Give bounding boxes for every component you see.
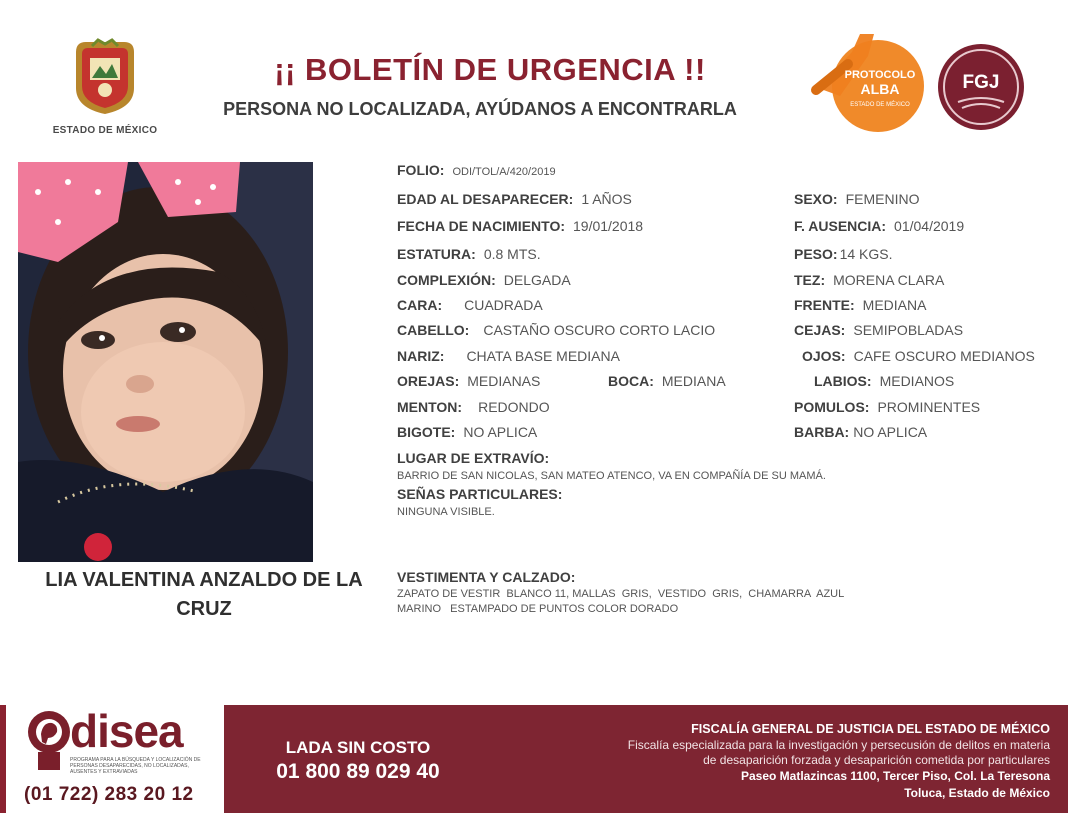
tez-label: TEZ: xyxy=(794,272,826,288)
pomulos-label: POMULOS: xyxy=(794,399,870,415)
estatura-field xyxy=(397,246,541,262)
alba-line1: PROTOCOLO xyxy=(844,69,916,81)
boca-label: BOCA: xyxy=(608,373,654,389)
orejas-value: MEDIANAS xyxy=(467,373,541,389)
nacimiento-label: FECHA DE NACIMIENTO: xyxy=(397,218,565,234)
sexo-label: SEXO: xyxy=(794,191,838,207)
bulletin-title: ¡¡ BOLETÍN DE URGENCIA !! xyxy=(274,52,706,87)
folio-label: FOLIO: xyxy=(397,162,445,178)
odisea-phone: (01 722) 283 20 12 xyxy=(24,784,194,805)
child-portrait-image xyxy=(18,162,313,562)
cabello-value: CASTAÑO OSCURO CORTO LACIO xyxy=(483,322,716,338)
peso-field xyxy=(794,246,893,262)
estado-de-mexico-logo xyxy=(40,38,170,136)
barba-field xyxy=(794,424,927,440)
lada-number: 01 800 89 029 40 xyxy=(276,760,440,783)
nacimiento-field xyxy=(397,218,643,234)
orejas-field xyxy=(397,373,540,389)
sexo-value: FEMENINO xyxy=(845,191,920,207)
menton-field xyxy=(397,399,550,415)
ausencia-field xyxy=(794,218,964,234)
cara-value: CUADRADA xyxy=(464,297,543,313)
alba-line2: ALBA xyxy=(860,81,900,97)
fgje-address xyxy=(560,768,1050,802)
tez-field xyxy=(794,272,944,288)
orejas-label: OREJAS: xyxy=(397,373,460,389)
vestimenta-line1: ZAPATO DE VESTIR BLANCO 11, MALLAS GRIS, VESTIDO GRIS, CHAMARRA AZUL xyxy=(397,588,845,600)
menton-label: MENTON: xyxy=(397,399,463,415)
complexion-field xyxy=(397,272,571,288)
fgje-address2: Toluca, Estado de México xyxy=(904,786,1050,800)
cara-label: CARA: xyxy=(397,297,443,313)
odisea-head-icon xyxy=(24,708,74,774)
sexo-field xyxy=(794,191,919,207)
cejas-label: CEJAS: xyxy=(794,322,846,338)
barba-value: NO APLICA xyxy=(853,424,928,440)
cara-field xyxy=(397,297,543,313)
boca-value: MEDIANA xyxy=(661,373,726,389)
estatura-label: ESTATURA: xyxy=(397,246,476,262)
fgje-line1: Fiscalía especializada para la investigación y persecusión de delitos en materia xyxy=(627,738,1050,752)
frente-value: MEDIANA xyxy=(862,297,927,313)
labios-value: MEDIANOS xyxy=(879,373,955,389)
pomulos-field xyxy=(794,399,980,415)
lugar-label: LUGAR DE EXTRAVÍO: xyxy=(397,450,550,466)
senas-label: SEÑAS PARTICULARES: xyxy=(397,486,563,502)
ojos-label: OJOS: xyxy=(802,348,846,364)
missing-person-photo xyxy=(18,162,313,562)
folio-field xyxy=(397,162,556,178)
vestimenta-line2: MARINO ESTAMPADO DE PUNTOS COLOR DORADO xyxy=(397,603,679,615)
nacimiento-value: 19/01/2018 xyxy=(573,218,644,234)
fgje-address1: Paseo Matlazincas 1100, Tercer Piso, Col. La Teresona xyxy=(740,769,1050,783)
fgje-title: FISCALÍA GENERAL DE JUSTICIA DEL ESTADO DE MÉXICO xyxy=(691,722,1050,736)
labios-label: LABIOS: xyxy=(814,373,872,389)
lugar-value: BARRIO DE SAN NICOLAS, SAN MATEO ATENCO, VA EN COMPAÑÍA DE SU MAMÁ. xyxy=(397,470,826,482)
bigote-value: NO APLICA xyxy=(463,424,538,440)
nariz-value: CHATA BASE MEDIANA xyxy=(466,348,620,364)
tez-value: MORENA CLARA xyxy=(833,272,945,288)
ausencia-value: 01/04/2019 xyxy=(894,218,965,234)
edad-label: EDAD AL DESAPARECER: xyxy=(397,191,574,207)
labios-field xyxy=(814,373,954,389)
barba-label: BARBA: xyxy=(794,424,850,440)
complexion-value: DELGADA xyxy=(503,272,571,288)
state-caption: ESTADO DE MÉXICO xyxy=(52,125,158,136)
ojos-value: CAFE OSCURO MEDIANOS xyxy=(853,348,1035,364)
edad-field xyxy=(397,191,632,207)
bigote-label: BIGOTE: xyxy=(397,424,456,440)
nariz-label: NARIZ: xyxy=(397,348,445,364)
cejas-value: SEMIPOBLADAS xyxy=(853,322,964,338)
fgj-label: FGJ xyxy=(962,72,1000,93)
person-name: LIA VALENTINA ANZALDO DE LA CRUZ xyxy=(45,569,363,620)
estatura-value: 0.8 MTS. xyxy=(483,246,541,262)
edad-value: 1 AÑOS xyxy=(581,191,632,207)
fgje-description xyxy=(500,738,1050,768)
vestimenta-label: VESTIMENTA Y CALZADO: xyxy=(397,569,576,585)
senas-value: NINGUNA VISIBLE. xyxy=(397,506,495,518)
peso-label: PESO: xyxy=(794,246,838,262)
cejas-field xyxy=(794,322,963,338)
state-shield-icon xyxy=(70,38,140,116)
nariz-field xyxy=(397,348,620,364)
cabello-field xyxy=(397,322,715,338)
peso-value: 14 KGS. xyxy=(839,246,893,262)
protocolo-alba-logo xyxy=(808,30,928,134)
ojos-field xyxy=(802,348,1035,364)
pomulos-value: PROMINENTES xyxy=(877,399,981,415)
folio-value: ODI/TOL/A/420/2019 xyxy=(452,166,556,178)
lada-title: LADA SIN COSTO xyxy=(285,738,431,757)
odisea-description: PROGRAMA PARA LA BÚSQUEDA Y LOCALIZACIÓN DE PERSONAS DESAPARECIDAS, NO LOCALIZADAS, AUSENTES Y EXTRAVIADAS xyxy=(70,757,201,775)
bigote-field xyxy=(397,424,537,440)
frente-label: FRENTE: xyxy=(794,297,855,313)
fgj-seal xyxy=(936,42,1026,132)
odisea-wordmark: disea xyxy=(70,705,183,757)
alba-line3: ESTADO DE MÉXICO xyxy=(850,102,910,108)
bulletin-subtitle: PERSONA NO LOCALIZADA, AYÚDANOS A ENCONTRARLA xyxy=(223,99,737,119)
boca-field xyxy=(608,373,726,389)
complexion-label: COMPLEXIÓN: xyxy=(397,272,496,288)
ausencia-label: F. AUSENCIA: xyxy=(794,218,887,234)
menton-value: REDONDO xyxy=(478,399,550,415)
fgje-line2: de desaparición forzada y desaparición cometida por particulares xyxy=(703,753,1050,767)
frente-field xyxy=(794,297,926,313)
cabello-label: CABELLO: xyxy=(397,322,470,338)
